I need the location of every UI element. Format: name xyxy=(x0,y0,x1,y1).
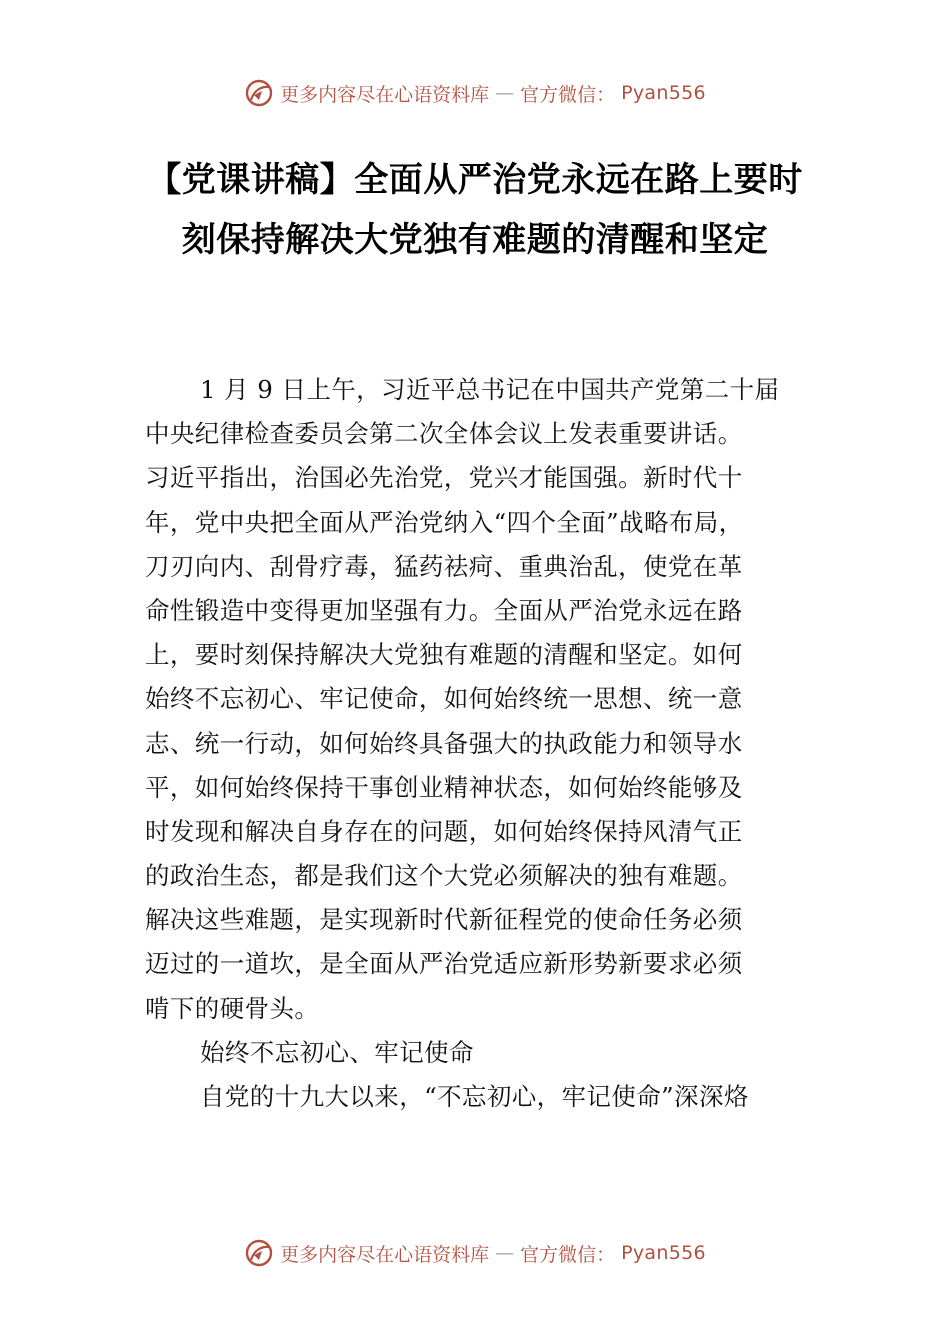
header-watermark xyxy=(0,78,950,108)
body-line: 平，如何始终保持干事创业精神状态，如何始终能够及 xyxy=(145,772,743,802)
body-line: 自党的十九大以来，“不忘初心，牢记使命”深深烙 xyxy=(200,1082,749,1111)
watermark-wechat-id: Pyan556 xyxy=(621,1242,706,1264)
brand-logo-icon xyxy=(244,78,274,108)
watermark-wechat-id: Pyan556 xyxy=(621,82,706,104)
title-line: 刻保持解决大党独有难题的清醒和坚定 xyxy=(181,220,769,260)
watermark-separator: — xyxy=(495,82,515,104)
body-line: 习近平指出，治国必先治党，党兴才能国强。新时代十 xyxy=(145,463,743,493)
watermark-separator: — xyxy=(495,1242,515,1264)
document-body xyxy=(145,368,810,1119)
body-line: 刀刃向内、刮骨疗毒，猛药祛疴、重典治乱，使党在革 xyxy=(145,551,743,581)
document-title xyxy=(120,150,830,270)
body-line: 志、统一行动，如何始终具备强大的执政能力和领导水 xyxy=(145,728,743,758)
body-line: 的政治生态，都是我们这个大党必须解决的独有难题。 xyxy=(145,861,743,891)
body-line: 上，要时刻保持解决大党独有难题的清醒和坚定。如何 xyxy=(145,640,743,670)
body-line: 解决这些难题，是实现新时代新征程党的使命任务必须 xyxy=(145,905,743,935)
watermark-label: 官方微信： xyxy=(520,83,616,106)
watermark-label: 官方微信： xyxy=(520,1243,616,1266)
watermark-brand-text: 更多内容尽在心语资料库 xyxy=(280,1243,490,1266)
body-line: 年，党中央把全面从严治党纳入“四个全面”战略布局， xyxy=(145,507,744,537)
body-line: 时发现和解决自身存在的问题，如何始终保持风清气正 xyxy=(145,816,743,846)
body-line: 1 月 9 日上午，习近平总书记在中国共产党第二十届 xyxy=(200,375,780,404)
title-line: 【党课讲稿】全面从严治党永远在路上要时 xyxy=(147,160,803,200)
body-line: 迈过的一道坎，是全面从严治党适应新形势新要求必须 xyxy=(145,949,743,979)
footer-watermark xyxy=(0,1238,950,1268)
watermark-brand-text: 更多内容尽在心语资料库 xyxy=(280,83,490,106)
body-line: 命性锻造中变得更加坚强有力。全面从严治党永远在路 xyxy=(145,595,743,625)
body-line: 啃下的硬骨头。 xyxy=(145,993,320,1023)
brand-logo-icon xyxy=(244,1238,274,1268)
body-line: 中央纪律检查委员会第二次全体会议上发表重要讲话。 xyxy=(145,419,743,449)
body-line: 始终不忘初心、牢记使命，如何始终统一思想、统一意 xyxy=(145,684,743,714)
section-heading: 始终不忘初心、牢记使命 xyxy=(200,1037,474,1067)
